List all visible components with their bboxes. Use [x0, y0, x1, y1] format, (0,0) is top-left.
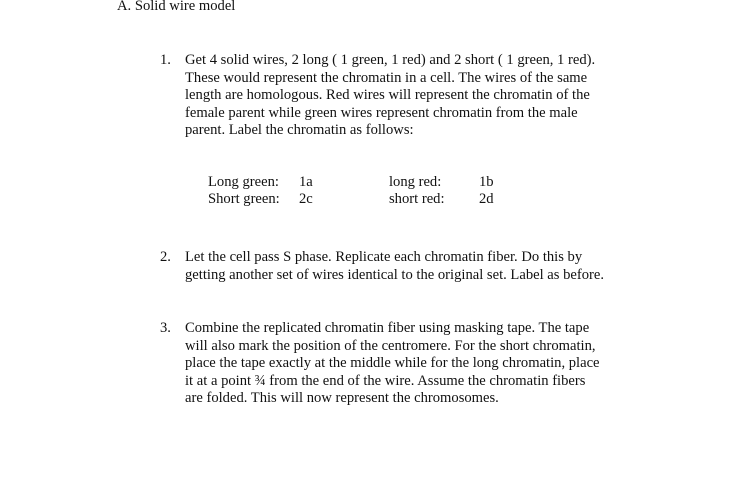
list-item-text: [185, 249, 630, 284]
list-item-number: 2.: [160, 249, 171, 265]
list-item-3: [160, 320, 630, 408]
text-line: length are homologous. Red wires will represent the chromatin of the: [185, 87, 590, 103]
text-line: place the tape exactly at the middle while for the long chromatin, place: [185, 355, 600, 371]
text-line: are folded. This will now represent the chromosomes.: [185, 390, 499, 406]
label-short-green-value: 2c: [299, 191, 313, 207]
list-item-text: [185, 52, 630, 140]
list-item-2: [160, 249, 630, 284]
section-heading: A. Solid wire model: [117, 0, 236, 14]
text-line: Get 4 solid wires, 2 long ( 1 green, 1 red) and 2 short ( 1 green, 1 red).: [185, 52, 596, 68]
text-line: Let the cell pass S phase. Replicate each chromatin fiber. Do this by: [185, 249, 583, 265]
label-short-green-name: Short green:: [208, 191, 280, 207]
label-short-red-name: short red:: [389, 191, 445, 207]
list-item-1: [160, 52, 630, 140]
text-line: Combine the replicated chromatin fiber using masking tape. The tape: [185, 320, 590, 336]
chromatin-label-table: [208, 174, 518, 214]
label-long-red-value: 1b: [479, 174, 494, 190]
label-long-green-value: 1a: [299, 174, 313, 190]
text-line: it at a point ¾ from the end of the wire. Assume the chromatin fibers: [185, 372, 586, 389]
text-line: female parent while green wires represent chromatin from the male: [185, 104, 578, 121]
label-long-green-name: Long green:: [208, 174, 279, 190]
list-item-number: 3.: [160, 320, 171, 336]
text-line: will also mark the position of the centromere. For the short chromatin,: [185, 337, 596, 354]
label-short-red-value: 2d: [479, 191, 494, 207]
list-item-text: [185, 320, 630, 408]
text-line: parent. Label the chromatin as follows:: [185, 122, 414, 138]
list-item-number: 1.: [160, 52, 171, 68]
label-long-red-name: long red:: [389, 174, 442, 190]
text-line: These would represent the chromatin in a cell. The wires of the same: [185, 69, 588, 86]
text-line: getting another set of wires identical to the original set. Label as before.: [185, 266, 605, 283]
